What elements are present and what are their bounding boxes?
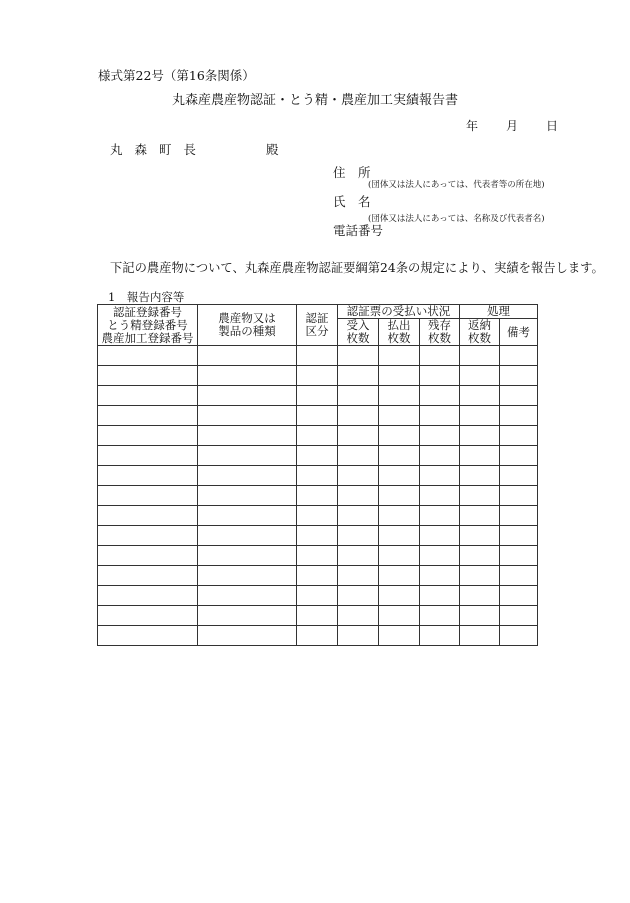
table-row bbox=[98, 586, 538, 606]
table-cell[interactable] bbox=[500, 406, 538, 426]
header-processing-reg-no: 農産加工登録番号 bbox=[101, 330, 194, 345]
table-cell[interactable] bbox=[297, 346, 338, 366]
date-day: 日 bbox=[546, 119, 559, 133]
table-cell[interactable] bbox=[98, 466, 198, 486]
table-cell[interactable] bbox=[500, 546, 538, 566]
table-cell[interactable] bbox=[460, 466, 500, 486]
table-cell[interactable] bbox=[460, 566, 500, 586]
table-cell[interactable] bbox=[297, 426, 338, 446]
header-paid-out: 払出 枚数 bbox=[379, 319, 420, 346]
addressee: 丸 森 町 長 bbox=[110, 142, 200, 157]
header-received: 受入 枚数 bbox=[338, 319, 379, 346]
table-cell[interactable] bbox=[500, 626, 538, 646]
address-label: 住 所 bbox=[333, 165, 371, 180]
table-cell[interactable] bbox=[379, 586, 420, 606]
body-text: 下記の農産物について、丸森産農産物認証要綱第24条の規定により、実績を報告します。 bbox=[110, 261, 604, 275]
table-row bbox=[98, 366, 538, 386]
header-product-type: 農産物又は 製品の種類 bbox=[198, 305, 297, 346]
table-cell[interactable] bbox=[198, 546, 297, 566]
table-cell[interactable] bbox=[338, 626, 379, 646]
table-cell[interactable] bbox=[198, 466, 297, 486]
table-cell[interactable] bbox=[420, 466, 460, 486]
header-processing-group: 処理 bbox=[460, 305, 538, 319]
table-cell[interactable] bbox=[500, 426, 538, 446]
table-cell[interactable] bbox=[198, 626, 297, 646]
table-cell[interactable] bbox=[198, 386, 297, 406]
table-cell[interactable] bbox=[98, 406, 198, 426]
table-cell[interactable] bbox=[379, 546, 420, 566]
table-cell[interactable] bbox=[338, 346, 379, 366]
table-cell[interactable] bbox=[420, 546, 460, 566]
table-cell[interactable] bbox=[338, 426, 379, 446]
table-cell[interactable] bbox=[379, 446, 420, 466]
table-cell[interactable] bbox=[297, 566, 338, 586]
table-cell[interactable] bbox=[98, 506, 198, 526]
form-number: 様式第22号（第16条関係） bbox=[98, 68, 255, 83]
table-cell[interactable] bbox=[297, 406, 338, 426]
table-cell[interactable] bbox=[460, 386, 500, 406]
table-row bbox=[98, 466, 538, 486]
table-cell[interactable] bbox=[379, 346, 420, 366]
table-cell[interactable] bbox=[500, 386, 538, 406]
table-row bbox=[98, 526, 538, 546]
date-line bbox=[466, 117, 558, 134]
table-cell[interactable] bbox=[460, 446, 500, 466]
table-cell[interactable] bbox=[297, 506, 338, 526]
table-cell[interactable] bbox=[198, 446, 297, 466]
table-cell[interactable] bbox=[420, 526, 460, 546]
table-cell[interactable] bbox=[297, 486, 338, 506]
header-label-status-group: 認証票の受払い状況 bbox=[338, 305, 460, 319]
header-remarks: 備考 bbox=[500, 319, 538, 346]
table-cell[interactable] bbox=[379, 386, 420, 406]
table-cell[interactable] bbox=[198, 586, 297, 606]
table-cell[interactable] bbox=[338, 506, 379, 526]
table-cell[interactable] bbox=[98, 386, 198, 406]
table-cell[interactable] bbox=[460, 486, 500, 506]
name-note: (団体又は法人にあっては、名称及び代表者名) bbox=[368, 214, 545, 224]
table-cell[interactable] bbox=[379, 426, 420, 446]
section-heading: 1 報告内容等 bbox=[108, 290, 185, 304]
table-cell[interactable] bbox=[198, 486, 297, 506]
table-cell[interactable] bbox=[379, 526, 420, 546]
table-cell[interactable] bbox=[420, 486, 460, 506]
table-row bbox=[98, 346, 538, 366]
table-row bbox=[98, 566, 538, 586]
table-cell[interactable] bbox=[338, 486, 379, 506]
table-cell[interactable] bbox=[297, 466, 338, 486]
table-row bbox=[98, 606, 538, 626]
table-cell[interactable] bbox=[198, 566, 297, 586]
table-cell[interactable] bbox=[420, 426, 460, 446]
table-cell[interactable] bbox=[460, 366, 500, 386]
honorific: 殿 bbox=[266, 142, 279, 157]
table-row bbox=[98, 446, 538, 466]
table-cell[interactable] bbox=[379, 466, 420, 486]
table-cell[interactable] bbox=[98, 346, 198, 366]
table-cell[interactable] bbox=[98, 446, 198, 466]
table-cell[interactable] bbox=[297, 546, 338, 566]
table-cell[interactable] bbox=[420, 566, 460, 586]
date-month: 月 bbox=[506, 119, 519, 133]
table-cell[interactable] bbox=[460, 346, 500, 366]
header-returned: 返納 枚数 bbox=[460, 319, 500, 346]
table-cell[interactable] bbox=[460, 546, 500, 566]
table-cell[interactable] bbox=[460, 586, 500, 606]
table-cell[interactable] bbox=[297, 626, 338, 646]
table-cell[interactable] bbox=[420, 406, 460, 426]
table-cell[interactable] bbox=[420, 346, 460, 366]
phone-label: 電話番号 bbox=[333, 223, 384, 238]
table-cell[interactable] bbox=[198, 426, 297, 446]
table-cell[interactable] bbox=[98, 546, 198, 566]
table-cell[interactable] bbox=[420, 366, 460, 386]
table-cell[interactable] bbox=[379, 366, 420, 386]
table-cell[interactable] bbox=[338, 546, 379, 566]
table-cell[interactable] bbox=[460, 626, 500, 646]
table-cell[interactable] bbox=[338, 466, 379, 486]
table-cell[interactable] bbox=[379, 506, 420, 526]
table-cell[interactable] bbox=[98, 366, 198, 386]
table-row bbox=[98, 406, 538, 426]
table-cell[interactable] bbox=[500, 566, 538, 586]
table-cell[interactable] bbox=[198, 606, 297, 626]
header-cert-category: 認証 区分 bbox=[297, 305, 338, 346]
header-remaining: 残存 枚数 bbox=[420, 319, 460, 346]
table-cell[interactable] bbox=[98, 566, 198, 586]
table-cell[interactable] bbox=[297, 526, 338, 546]
table-cell[interactable] bbox=[460, 406, 500, 426]
table-cell[interactable] bbox=[500, 586, 538, 606]
date-year: 年 bbox=[466, 119, 479, 133]
table-cell[interactable] bbox=[500, 346, 538, 366]
table-cell[interactable] bbox=[379, 406, 420, 426]
table-cell[interactable] bbox=[297, 586, 338, 606]
table-cell[interactable] bbox=[420, 586, 460, 606]
table-cell[interactable] bbox=[338, 566, 379, 586]
table-cell[interactable] bbox=[338, 386, 379, 406]
table-row bbox=[98, 546, 538, 566]
table-cell[interactable] bbox=[379, 626, 420, 646]
table-cell[interactable] bbox=[460, 426, 500, 446]
table-cell[interactable] bbox=[420, 506, 460, 526]
table-cell[interactable] bbox=[460, 506, 500, 526]
header-milling-reg-no: とう精登録番号 bbox=[107, 317, 188, 332]
table-cell[interactable] bbox=[98, 426, 198, 446]
table-cell[interactable] bbox=[198, 526, 297, 546]
table-cell[interactable] bbox=[338, 606, 379, 626]
table-cell[interactable] bbox=[98, 486, 198, 506]
table-cell[interactable] bbox=[500, 446, 538, 466]
table-cell[interactable] bbox=[198, 346, 297, 366]
table-cell[interactable] bbox=[500, 486, 538, 506]
table-row bbox=[98, 386, 538, 406]
report-table bbox=[97, 304, 538, 646]
table-cell[interactable] bbox=[420, 626, 460, 646]
address-note: (団体又は法人にあっては、代表者等の所在地) bbox=[368, 180, 545, 190]
table-cell[interactable] bbox=[379, 566, 420, 586]
table-cell[interactable] bbox=[297, 606, 338, 626]
table-cell[interactable] bbox=[500, 606, 538, 626]
name-label: 氏 名 bbox=[333, 194, 371, 209]
table-cell[interactable] bbox=[460, 606, 500, 626]
table-cell[interactable] bbox=[420, 386, 460, 406]
table-cell[interactable] bbox=[297, 366, 338, 386]
table-cell[interactable] bbox=[198, 506, 297, 526]
table-cell[interactable] bbox=[198, 366, 297, 386]
table-row bbox=[98, 626, 538, 646]
table-cell[interactable] bbox=[98, 626, 198, 646]
table-cell[interactable] bbox=[500, 366, 538, 386]
document-title: 丸森産農産物認証・とう精・農産加工実績報告書 bbox=[171, 93, 458, 108]
table-cell[interactable] bbox=[98, 526, 198, 546]
table-cell[interactable] bbox=[379, 486, 420, 506]
table-cell[interactable] bbox=[420, 446, 460, 466]
table-row bbox=[98, 506, 538, 526]
table-cell[interactable] bbox=[500, 466, 538, 486]
table-cell[interactable] bbox=[500, 526, 538, 546]
table-cell[interactable] bbox=[338, 406, 379, 426]
table-cell[interactable] bbox=[379, 606, 420, 626]
table-body bbox=[98, 346, 538, 646]
table-cell[interactable] bbox=[420, 606, 460, 626]
table-cell[interactable] bbox=[297, 386, 338, 406]
table-row bbox=[98, 426, 538, 446]
header-registration-numbers bbox=[98, 305, 198, 346]
table-cell[interactable] bbox=[338, 446, 379, 466]
table-cell[interactable] bbox=[338, 526, 379, 546]
table-cell[interactable] bbox=[98, 586, 198, 606]
table-cell[interactable] bbox=[460, 526, 500, 546]
table-cell[interactable] bbox=[198, 406, 297, 426]
table-cell[interactable] bbox=[500, 506, 538, 526]
table-row bbox=[98, 486, 538, 506]
table-cell[interactable] bbox=[338, 366, 379, 386]
table-cell[interactable] bbox=[297, 446, 338, 466]
header-cert-reg-no: 認証登録番号 bbox=[113, 304, 182, 319]
table-cell[interactable] bbox=[338, 586, 379, 606]
table-cell[interactable] bbox=[98, 606, 198, 626]
